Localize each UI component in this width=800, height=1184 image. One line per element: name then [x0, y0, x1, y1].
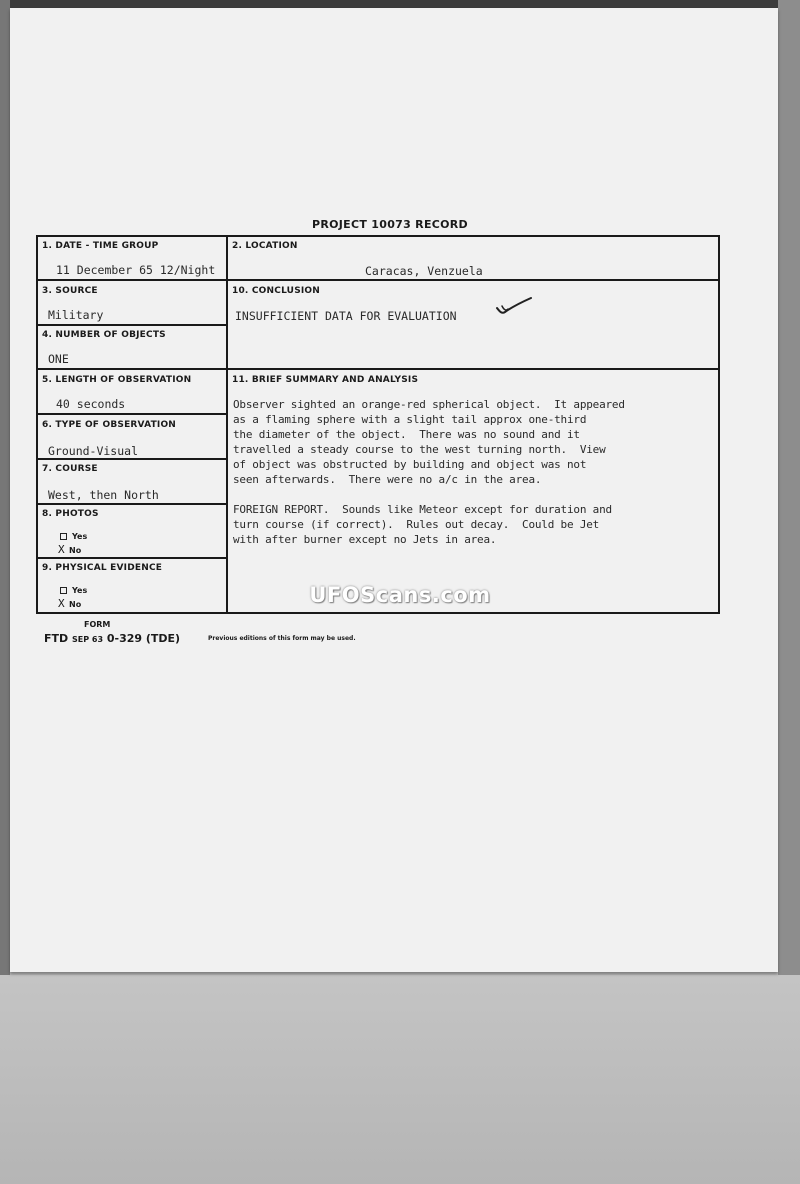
physical-evidence-no-checked-mark-icon: X	[58, 597, 65, 610]
physical-evidence-label: 9. PHYSICAL EVIDENCE	[42, 563, 163, 573]
number-of-objects-value: ONE	[48, 352, 69, 366]
photos-label: 8. PHOTOS	[42, 509, 99, 519]
footer-form-number: 0-329 (TDE)	[106, 632, 181, 645]
photos-yes-label: Yes	[72, 532, 88, 541]
date-time-label: 1. DATE - TIME GROUP	[42, 241, 159, 251]
grid-line	[36, 368, 720, 370]
length-of-observation-label: 5. LENGTH OF OBSERVATION	[42, 375, 192, 385]
footer-ftd: FTD	[44, 632, 69, 645]
physical-evidence-yes-option	[60, 586, 87, 595]
physical-evidence-yes-label: Yes	[72, 586, 88, 595]
handwritten-check-icon	[494, 296, 534, 318]
photos-yes-checkbox	[60, 533, 67, 540]
number-of-objects-label: 4. NUMBER OF OBJECTS	[42, 330, 166, 340]
location-label: 2. LOCATION	[232, 241, 298, 251]
photos-no-label: No	[69, 546, 82, 555]
photos-no-option	[58, 543, 81, 556]
footer-form-id	[44, 632, 180, 645]
scan-top-edge	[0, 0, 800, 8]
footer-form-word: FORM	[84, 620, 111, 629]
type-of-observation-value: Ground-Visual	[48, 444, 139, 458]
scan-background	[0, 975, 800, 1184]
foreign-report-paragraph: FOREIGN REPORT. Sounds like Meteor except for duration and turn course (if correct). Rules out decay. Could be Jet with after burner except no Jets in area.	[233, 503, 612, 546]
summary-label: 11. BRIEF SUMMARY AND ANALYSIS	[232, 375, 419, 385]
type-of-observation-label: 6. TYPE OF OBSERVATION	[42, 420, 177, 430]
watermark: UFOScans.com	[309, 583, 491, 607]
grid-line	[36, 557, 226, 559]
physical-evidence-no-label: No	[69, 600, 82, 609]
grid-line	[36, 279, 720, 281]
physical-evidence-no-option	[58, 597, 81, 610]
scan-right-edge	[778, 0, 800, 975]
length-of-observation-value: 40 seconds	[56, 397, 126, 411]
summary-paragraph: Observer sighted an orange-red spherical object. It appeared as a flaming sphere with a slight tail approx one-third the diameter of the object. There was no sound and it travelled a steady course to the west turning north. View of object was obstructed by building and object was not seen afterwards. There were no a/c in the area.	[233, 398, 625, 486]
source-value: Military	[48, 308, 104, 322]
footer-date: SEP 63	[72, 635, 104, 644]
conclusion-value: INSUFFICIENT DATA FOR EVALUATION	[235, 309, 457, 323]
photos-no-checked-mark-icon: X	[58, 543, 65, 556]
grid-line	[226, 235, 228, 614]
form-title: PROJECT 10073 RECORD	[311, 218, 468, 231]
course-label: 7. COURSE	[42, 464, 98, 474]
scan-left-edge	[0, 0, 10, 975]
source-label: 3. SOURCE	[42, 286, 98, 296]
course-value: West, then North	[48, 488, 159, 502]
grid-line	[36, 503, 226, 505]
conclusion-label: 10. CONCLUSION	[232, 286, 321, 296]
grid-line	[36, 413, 226, 415]
footer-note: Previous editions of this form may be used.	[208, 635, 356, 642]
photos-yes-option	[60, 532, 87, 541]
location-value: Caracas, Venzuela	[365, 264, 483, 278]
physical-evidence-yes-checkbox	[60, 587, 67, 594]
date-time-value: 11 December 65 12/Night	[56, 263, 216, 277]
grid-line	[36, 458, 226, 460]
grid-line	[36, 324, 226, 326]
